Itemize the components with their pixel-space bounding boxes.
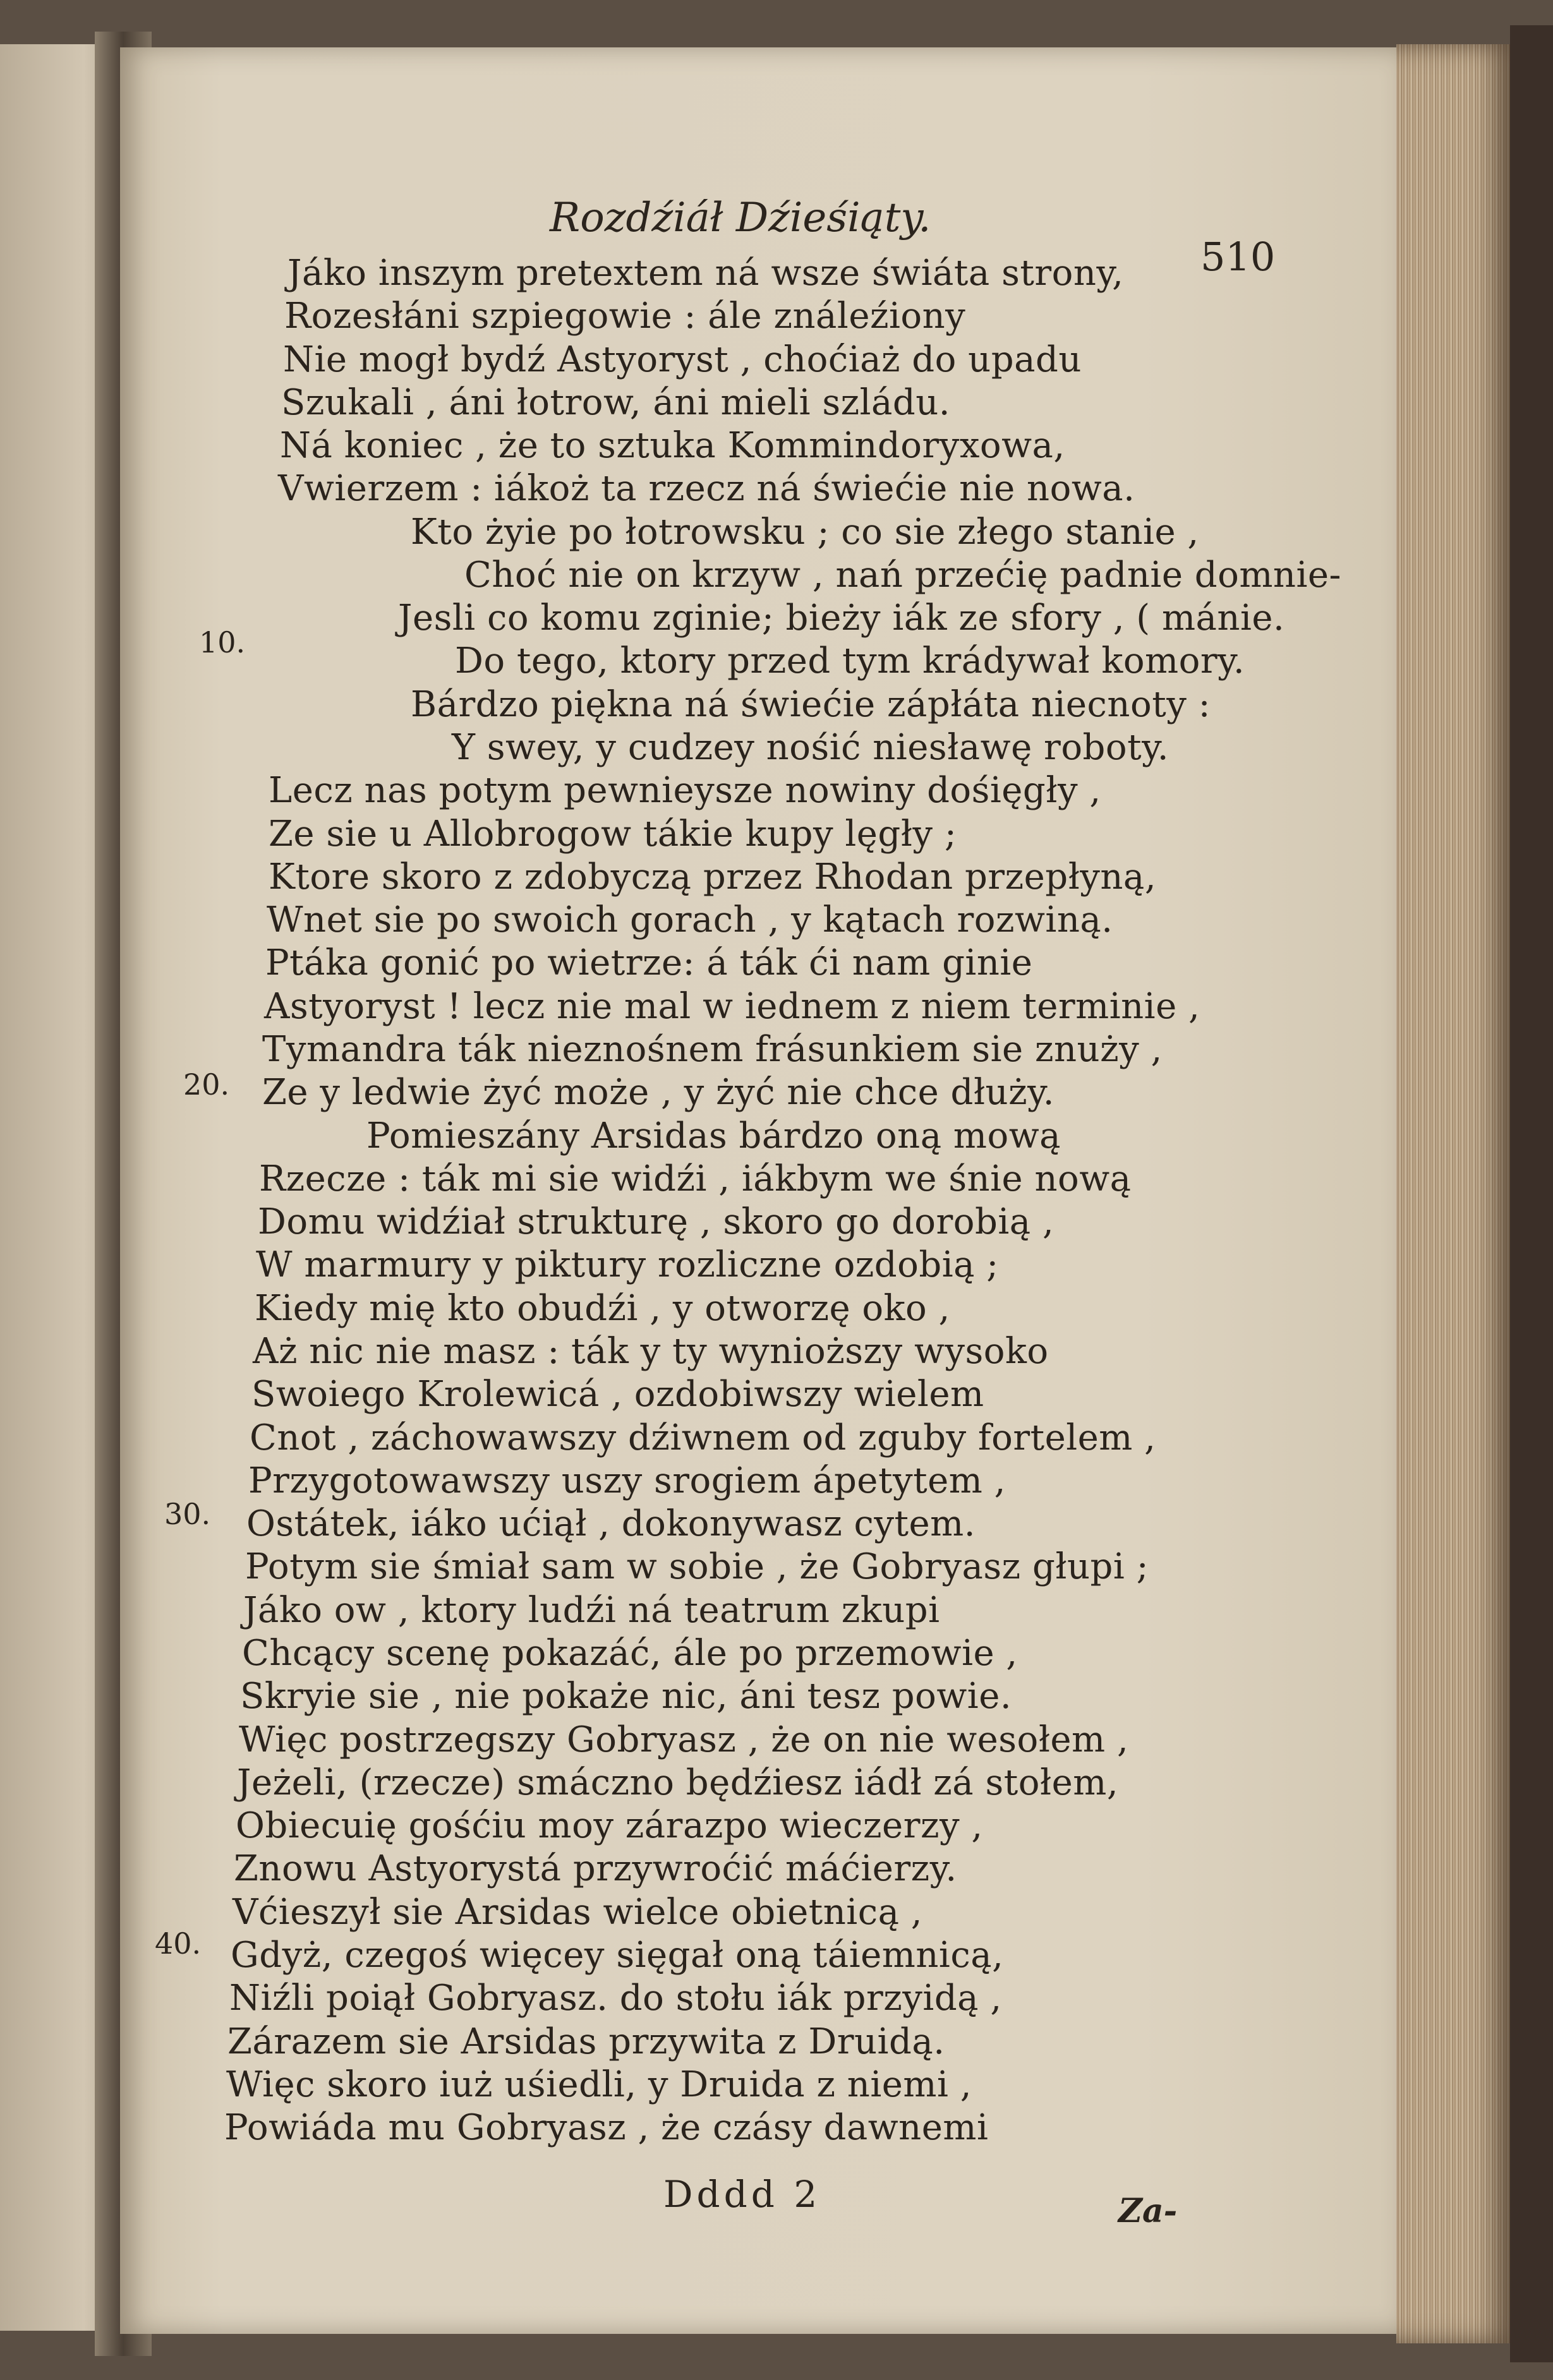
catchword: Za-: [1118, 2192, 1178, 2230]
line-number: 30.: [164, 1497, 211, 1531]
text-line: Swoiego Krolewicá , ozdobiwszy wielem: [251, 1374, 984, 1415]
text-line: Aż nic nie masz : ták y ty wynioższy wysoko: [253, 1331, 1049, 1372]
text-line: Cnot , záchowawszy dźiwnem od zguby fortelem ,: [250, 1417, 1156, 1458]
text-line: Jeżeli, (rzecze) smáczno będźiesz iádł zá stołem,: [237, 1762, 1119, 1803]
page-number: 510: [1200, 234, 1276, 280]
text-line: Ná koniec , że to sztuka Kommindoryxowa,: [280, 425, 1065, 466]
text-line: Ptáka gonić po wietrze: á ták ći nam ginie: [265, 942, 1033, 983]
text-line: Potym sie śmiał sam w sobie , że Gobryasz głupi ;: [245, 1546, 1149, 1587]
text-line: Ze y ledwie żyć może , y żyć nie chce dłuży.: [262, 1072, 1055, 1113]
text-line: Więc postrzegszy Gobryasz , że on nie wesołem ,: [239, 1719, 1129, 1760]
text-line: Skryie sie , nie pokaże nic, áni tesz powie.: [240, 1676, 1012, 1717]
text-line: Chcący scenę pokazáć, ále po przemowie ,: [242, 1633, 1018, 1674]
binding-edge: [1510, 25, 1553, 2362]
text-line: Przygotowawszy uszy srogiem ápetytem ,: [248, 1460, 1006, 1501]
line-number: 10.: [199, 625, 246, 659]
text-line: Bárdzo piękna ná świećie zápłáta niecnoty :: [411, 684, 1211, 725]
text-line: Zárazem sie Arsidas przywita z Druidą.: [227, 2021, 945, 2062]
text-line: Lecz nas potym pewnieysze nowiny dośięgły ,: [269, 770, 1101, 811]
text-line: Ostátek, iáko ućiął , dokonywasz cytem.: [246, 1503, 976, 1544]
text-line: W marmury y piktury rozliczne ozdobią ;: [256, 1244, 999, 1285]
text-line: Y swey, y cudzey nośić niesławę roboty.: [452, 727, 1169, 768]
text-line: Kiedy mię kto obudźi , y otworzę oko ,: [255, 1288, 950, 1329]
text-line: Jáko ow , ktory ludźi ná teatrum zkupi: [243, 1590, 940, 1631]
text-line: Rzecze : ták mi sie widźi , iákbym we śnie nową: [259, 1158, 1132, 1199]
text-line: Nie mogł bydź Astyoryst , choćiaż do upadu: [283, 339, 1082, 380]
signature-mark: Dddd 2: [663, 2173, 821, 2216]
text-line: Powiáda mu Gobryasz , że czásy dawnemi: [224, 2107, 989, 2148]
page-edges: [1396, 44, 1516, 2343]
text-line: Gdyż, czegoś więcey sięgał oną táiemnicą,: [231, 1935, 1004, 1976]
text-line: Ze sie u Allobrogow tákie kupy lęgły ;: [269, 814, 957, 855]
running-title: Rozdźiáł Dźieśiąty.: [550, 195, 931, 241]
line-number: 20.: [183, 1067, 230, 1102]
text-line: Więc skoro iuż uśiedli, y Druida z niemi ,: [226, 2064, 972, 2105]
text-line: Kto żyie po łotrowsku ; co sie złego stanie ,: [411, 512, 1199, 553]
text-line: Niźli poiął Gobryasz. do stołu iák przyidą ,: [229, 1978, 1002, 2019]
text-line: Jesli co komu zginie; bieży iák ze sfory , ( mánie.: [398, 598, 1285, 639]
text-line: Tymandra ták nieznośnem frásunkiem sie znuży ,: [262, 1029, 1163, 1070]
text-line: Szukali , áni łotrow, áni mieli szládu.: [281, 382, 951, 423]
text-line: Choć nie on krzyw , nań przećię padnie domnie-: [464, 555, 1341, 596]
text-line: Jáko inszym pretextem ná wsze świáta strony,: [287, 253, 1124, 294]
text-line: Rozesłáni szpiegowie : ále ználeźiony: [284, 296, 966, 337]
text-line: Pomieszány Arsidas bárdzo oną mową: [366, 1115, 1061, 1157]
text-line: Znowu Astyorystá przywroćić máćierzy.: [234, 1848, 957, 1889]
text-line: Domu widźiał strukturę , skoro go dorobią ,: [258, 1201, 1054, 1242]
line-number: 40.: [155, 1926, 202, 1961]
text-line: Do tego, ktory przed tym krádywał komory.: [455, 640, 1245, 682]
text-line: Ktore skoro z zdobyczą przez Rhodan przepłyną,: [269, 856, 1157, 898]
text-line: Astyoryst ! lecz nie mal w iednem z niem terminie ,: [264, 986, 1200, 1027]
text-line: Obiecuię gośćiu moy zárazpo wieczerzy ,: [236, 1805, 983, 1846]
text-line: Vwierzem : iákoż ta rzecz ná świećie nie nowa.: [278, 468, 1135, 509]
text-line: Wnet sie po swoich gorach , y kątach rozwiną.: [267, 899, 1113, 941]
text-line: Vćieszył sie Arsidas wielce obietnicą ,: [233, 1892, 923, 1933]
